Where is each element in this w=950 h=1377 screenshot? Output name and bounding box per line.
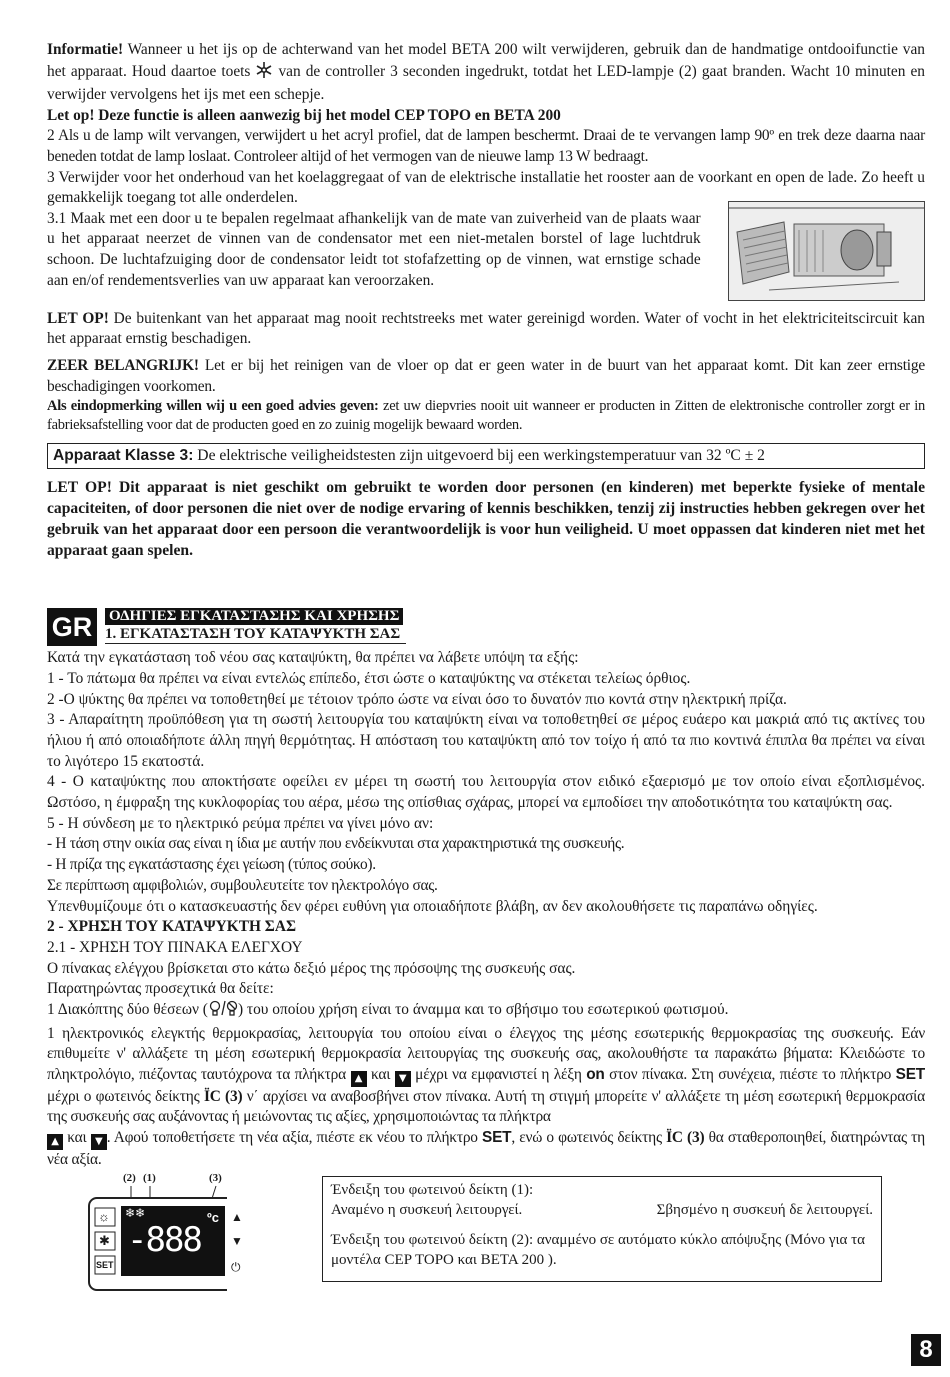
- display-defrost-icon: ❄❄: [125, 1206, 146, 1221]
- gr-main-title: ΟΔΗΓΙΕΣ ΕΓΚΑΤΑΣΤΑΣΗΣ ΚΑΙ ΧΡΗΣΗΣ: [105, 608, 403, 625]
- defrost-key-icon[interactable]: ☼: [98, 1209, 110, 1225]
- letop-water-label: LET OP!: [47, 309, 109, 327]
- gr-reminder: Υπενθυμίζουμε ότι ο κατασκευαστής δεν φέρει ευθύνη για οποιαδήποτε βλάβη, αν δεν ακολουθήσετε τις παραπάνω οδηγίες.: [47, 897, 818, 915]
- gr-on-word: on: [586, 1065, 605, 1083]
- informatie-text-end: van de controller 3 seconden ingedrukt, totdat het LED-lampje (2) gaat branden. Wacht 10 minuten en verwijder vervolgens het ijs met een schepje.: [47, 62, 925, 104]
- gr-doubt: Σε περίπτωση αμφιβολιών, συμβουλευτείτε τον ηλεκτρολόγο σας.: [47, 876, 438, 894]
- temperature-display: -888: [127, 1220, 201, 1261]
- gr-section-header: [47, 608, 925, 646]
- gr-item-4: 4 - Ο καταψύκτης που αποκτήσατε οφείλει εν μέρει τη σωστή του λειτουργία στον ειδικό εξαερισμό με τον οποίο είναι εξοπλισμένος. Ωστόσο, η έμφραξη της κυκλοφορίας του αέρα, μέσω της οπίσθιας σχάρας, μπορεί να εμποδίσει την αποδοτικότητα του καταψύκτη σας.: [47, 773, 925, 812]
- gr-intro: Κατά την εγκατάσταση τοδ νέου σας καταψύκτη, θα πρέπει να λάβετε υπόψη τα εξής:: [47, 649, 579, 667]
- informatie-paragraph: [47, 40, 925, 106]
- letop-water-paragraph: [47, 309, 925, 350]
- controller-diagram: [47, 1172, 243, 1291]
- gr-item-2: 2 -Ο ψύκτης θα πρέπει να τοποθετηθεί με τέτοιον τρόπο ώστε να είναι όσο το δυνατόν πιο κοντά στην ηλεκτρική πρίζα.: [47, 690, 787, 708]
- gr-item-5b: - Η πρίζα της εγκατάστασης έχει γείωση (τύπος σούκο).: [47, 856, 376, 874]
- letop-function-note: Let op! Deze functie is alleen aanwezig bij het model CEP TOPO en BETA 200: [47, 106, 561, 124]
- gr-ctrl-and: και: [366, 1065, 395, 1083]
- gr-set-word: SET: [482, 1128, 512, 1146]
- up-key-icon: ▲: [351, 1071, 367, 1087]
- gr-language-badge: GR: [47, 608, 97, 646]
- advies-paragraph: [47, 397, 925, 435]
- indicator-label-3: (3): [209, 1172, 222, 1185]
- gr-heading-2-1: 2.1 - ΧΡΗΣΗ ΤΟΥ ΠΙΝΑΚΑ ΕΛΕΓΧΟΥ: [47, 938, 303, 956]
- up-button[interactable]: ▲: [231, 1210, 243, 1225]
- gr-item-1: 1 - Το πάτωμα θα πρέπει να είναι εντελώς επίπεδο, έτσι ώστε ο καταψύκτης να στέκεται τελείως όρθιος.: [47, 669, 691, 687]
- gr-tc3-indicator: ÏC (3): [203, 1087, 243, 1105]
- letop-safety-paragraph: LET OP! Dit apparaat is niet geschikt om gebruikt te worden door personen (en kinderen) met beperkte fysieke of mentale capaciteiten, of door personen die niet over de nodige ervaring of kennis beschikken, tenzij zij instructies hebben gekregen over het gebruik van het apparaat door een persoon die verantwoordelijk is voor hun veiligheid. U moet oppassen dat kinderen niet met het apparaat gaan spelen.: [47, 479, 925, 560]
- down-button[interactable]: ▼: [231, 1234, 243, 1249]
- gr-ctrl-text-f: . Αφού τοποθετήσετε τη νέα αξία, πιέστε εκ νέου το πλήκτρο: [106, 1128, 483, 1146]
- gr-ctrl-text-e: ν΄ αρχίσει να αναβοσβήνει στον πίνακα. Αυτή τη στιγμή μπορείτε ν' αλλάξετε τη μέση εσωτερική θερμοκρασία της συσκευής σας αυξάνοντας ή μειώνοντας τις αξίες, χρησιμοποιώντας τα πλήκτρα: [47, 1087, 925, 1126]
- gr-ctrl-text-h: θα σταθεροποιηθεί, διατηρώντας τη νέα αξία.: [47, 1128, 926, 1168]
- gr-ctrl-text-g: , ενώ ο φωτεινός δείκτης: [511, 1128, 667, 1146]
- defrost-snowflake-icon: [255, 61, 273, 86]
- gr-switch-text-end: ) του οποίου χρήση είναι το άναμμα και το σβήσιμο του εσωτερικού φωτισμού.: [237, 1001, 729, 1019]
- down-key-icon: ▼: [91, 1134, 107, 1150]
- gr-tc3-indicator: ÏC (3): [666, 1128, 705, 1146]
- gr-ctrl-text-b: μέχρι να εμφανιστεί η λέξη: [410, 1065, 587, 1083]
- controller-and-info: [47, 1172, 925, 1291]
- gr-switch-text-start: 1 Διακόπτης δύο θέσεων (: [47, 1001, 208, 1019]
- page-content: [47, 40, 925, 1291]
- letop-water-text: De buitenkant van het apparaat mag nooit rechtstreeks met water gereinigd worden. Water of vocht in het elektriciteitscircuit kan het apparaat ernstig beschadigen.: [47, 309, 925, 348]
- informatie-label: Informatie!: [47, 41, 124, 58]
- lamp-icon: [208, 1000, 238, 1024]
- condenser-cleaning-paragraph: 3.1 Maak met een door u te bepalen regelmaat afhankelijk van de mate van zuiverheid van de plaats waar u het apparaat neerzet de vinnen van de condensator met een niet-metalen borstel of lage luchtdruk schoon. De luchtafzuiging door de condensator leidt tot stofafzetting op de vinnen, wat ernstige schade aan en/of rendementsverlies van uw apparaat kan veroorzaken.: [47, 209, 701, 289]
- info-indicator-2: Ένδειξη του φωτεινού δείκτη (2): αναμμένο σε αυτόματο κύκλο απόψυξης (Μόνο για τα μοντέλα CEP TOPO και BETA 200 ).: [331, 1232, 866, 1269]
- gr-ctrl-text-a: 1 ηλεκτρονικός ελεγκτής θερμοκρασίας, λειτουργία του οποίου είναι ο έλεγχος της μέσης εσωτερικής θερμοκρασίας της συσκευής. Εάν επιθυμείτε ν' αλλάξετε τη μέση εσωτερική θερμοκρασία λειτουργίας της συσκευής σας, ακολουθήστε τα παρακάτω βήματα: Κλειδώστε το πληκτρολόγιο, πιέζοντας ταυτόχρονα τα πλήκτρα: [47, 1024, 925, 1083]
- set-key[interactable]: SET: [96, 1260, 114, 1271]
- zeer-belangrijk-paragraph: [47, 356, 925, 397]
- up-key-icon: ▲: [47, 1134, 63, 1150]
- info-indicator-1-title-text: Ένδειξη του φωτεινού δείκτη (1):: [331, 1182, 534, 1199]
- gr-panel-location: Ο πίνακας ελέγχου βρίσκεται στο κάτω δεξιό μέρος της πρόσοψης της συσκευής σας.: [47, 959, 576, 977]
- indicator-label-2: (2): [123, 1172, 136, 1185]
- gr-section-title: 1. ΕΓΚΑΤΑΣΤΑΣΗ ΤΟΥ ΚΑΤΑΨΥΚΤΗ ΣΑΣ: [105, 625, 406, 644]
- zeer-belangrijk-label: ZEER BELANGRIJK!: [47, 356, 199, 374]
- power-button-icon[interactable]: ⏻: [231, 1260, 241, 1275]
- advies-text: zet uw diepvries nooit uit wanneer er producten in Zitten de elektronische controller zorgt er in fabrieksafstelling voor dat de producten goed en zo zuinig mogelijk bewaard worden.: [47, 398, 925, 434]
- gr-switch-paragraph: [47, 1000, 925, 1024]
- apparaat-klasse-box: [47, 443, 925, 469]
- gr-item-5: 5 - Η σύνδεση με το ηλεκτρικό ρεύμα πρέπει να γίνει μόνο αν:: [47, 814, 434, 832]
- gr-ctrl-text-d: μέχρι ο φωτεινός δείκτης: [47, 1087, 204, 1105]
- page-number: 8: [911, 1334, 941, 1366]
- condenser-section: [47, 209, 925, 301]
- down-key-icon: ▼: [395, 1071, 411, 1087]
- info-indicator-1-states: [331, 1200, 873, 1220]
- lamp-replacement-paragraph: 2 Als u de lamp wilt vervangen, verwijdert u het acryl profiel, dat de lampen beschermt. Draai de te vervangen lamp 90º en trek deze daarna naar beneden totdat de lamp loslaat. Controleer altijd of het vermogen van de nieuwe lamp 13 W bedraagt.: [47, 127, 925, 165]
- celsius-unit: ºc: [207, 1210, 219, 1226]
- info-indicator-1-off: Σβησμένο η συσκευή δε λειτουργεί.: [656, 1202, 873, 1219]
- gr-ctrl-and: και: [63, 1128, 91, 1146]
- gr-titles: [105, 608, 406, 646]
- klasse-label: Apparaat Klasse 3:: [53, 447, 194, 465]
- indicator-label-1: (1): [143, 1172, 156, 1185]
- gr-item-3: 3 - Απαραίτητη προϋπόθεση για τη σωστή λειτουργία του καταψύκτη είναι να τοποθετηθεί σε μέρος ευάερο και μακριά από τις ακτίνες του ήλιου ή από οποιαδήποτε άλλη πηγή θερμότητας. Η απόσταση του καταψύκτη από τον τοίχο ή από τα πιο κοντινά έπιπλα θα πρέπει να είναι το λιγότερο 15 εκατοστά.: [47, 711, 925, 770]
- gr-item-5a: - Η τάση στην οικία σας είναι η ίδια με αυτήν που ενδείκνυται στα χαρακτηριστικά της συσκευής.: [47, 835, 625, 853]
- gr-set-word: SET: [895, 1065, 925, 1083]
- gr-heading-2: 2 - ΧΡΗΣΗ ΤΟΥ ΚΑΤΑΨΥΚΤΗ ΣΑΣ: [47, 918, 297, 936]
- indicator-info-box: [322, 1176, 882, 1282]
- klasse-text: De elektrische veiligheidstesten zijn uitgevoerd bij een werkingstemperatuur van 32 ºC ± 2: [193, 447, 765, 465]
- gr-observe: Παρατηρώντας προσεχτικά θα δείτε:: [47, 980, 274, 998]
- zeer-belangrijk-text: Let er bij het reinigen van de vloer op dat er geen water in de buurt van het apparaat komt. Dit kan zeer ernstige beschadigingen voorkomen.: [47, 356, 926, 395]
- maintenance-paragraph: 3 Verwijder voor het onderhoud van het koelaggregaat of van de elektrische installatie het rooster aan de voorkant en open de lade. Zo heeft u gemakkelijk toegang tot alle onderdelen.: [47, 168, 925, 207]
- light-key-icon[interactable]: ✱: [99, 1233, 110, 1249]
- gr-ctrl-text-c: στον πίνακα. Στη συνέχεια, πιέστε το πλήκτρο: [604, 1065, 896, 1083]
- info-indicator-1-on: Αναμένο η συσκευή λειτουργεί.: [331, 1202, 523, 1219]
- informatie-text-start: Wanneer u het ijs op de achterwand van het model BETA 200 wilt verwijderen, gebruik dan de handmatige ontdooifunctie van het apparaat. Houd daartoe toets: [47, 41, 925, 80]
- advies-label: Als eindopmerking willen wij u een goed advies geven:: [47, 398, 379, 415]
- info-indicator-1-title: [331, 1180, 873, 1200]
- condenser-illustration: [728, 201, 925, 301]
- gr-controller-paragraph: [47, 1024, 925, 1171]
